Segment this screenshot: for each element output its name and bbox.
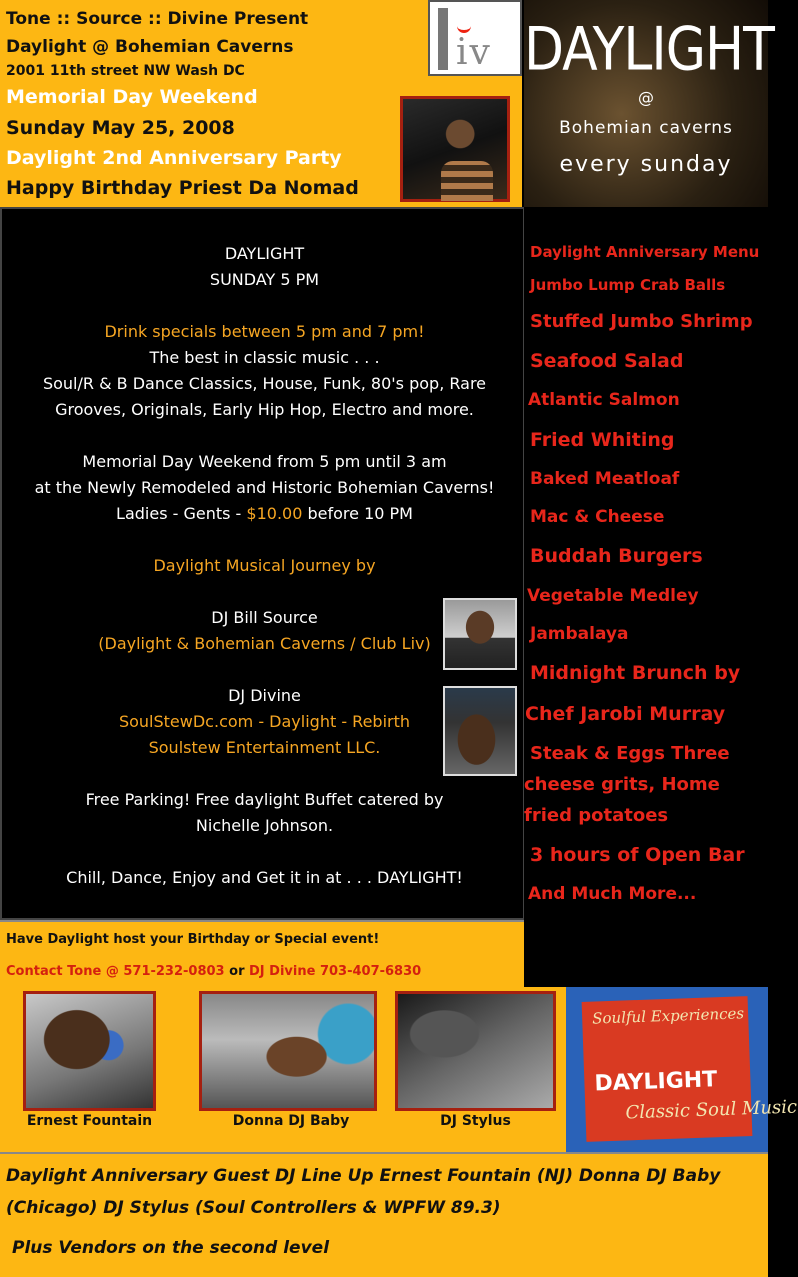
host-event-line: Have Daylight host your Birthday or Special event! [6,932,380,947]
dj-divine-name: DJ Divine [228,686,301,705]
parking-line-1: Free Parking! Free daylight Buffet catered by [85,790,444,809]
menu-item: And Much More... [528,884,697,904]
performer-photo [400,96,510,202]
contact-or: or [224,964,250,979]
liv-logo-bar [438,8,448,70]
lineup-line-1: Daylight Anniversary Guest DJ Line Up Ernest Fountain (NJ) Donna DJ Baby [6,1166,721,1186]
venue-remodeled: at the Newly Remodeled and Historic Bohemian Caverns! [34,478,495,497]
menu-item: 3 hours of Open Bar [530,844,745,866]
address-line: 2001 11th street NW Wash DC [6,63,245,79]
banner-at: @ [638,88,654,107]
event-venue-line: Daylight @ Bohemian Caverns [6,37,294,57]
menu-item: Vegetable Medley [527,586,699,606]
menu-item: Stuffed Jumbo Shrimp [530,311,753,332]
menu-item: Daylight Anniversary Menu [530,243,760,261]
anniversary-menu [524,207,768,987]
guest-name: Donna DJ Baby [232,1113,350,1129]
admission-suffix: before 10 PM [302,504,413,523]
menu-item: Buddah Burgers [530,545,703,567]
menu-item: Atlantic Salmon [528,390,680,410]
menu-item: Fried Whiting [530,429,675,451]
weekend-hours: Memorial Day Weekend from 5 pm until 3 am [82,452,447,471]
contact-panel [0,920,524,987]
closing-line: Chill, Dance, Enjoy and Get it in at . . . DAYLIGHT! [66,868,463,887]
music-line-3: Grooves, Originals, Early Hip Hop, Electro and more. [55,400,474,419]
dj-bill-affiliation: (Daylight & Bohemian Caverns / Club Liv) [98,634,431,653]
admission-prefix: Ladies - Gents - [116,504,247,523]
dj-bill-source-photo [443,598,517,670]
admission-price: $10.00 [246,504,303,523]
menu-item: Jambalaya [530,624,629,644]
donna-dj-baby-photo [199,991,377,1111]
lineup-line-2: (Chicago) DJ Stylus (Soul Controllers & WPFW 89.3) [6,1198,501,1218]
guest-lineup-footer [0,1152,768,1277]
details-title: DAYLIGHT [224,244,305,263]
presenters-line: Tone :: Source :: Divine Present [6,9,309,29]
liv-logo-text: iv [456,32,492,73]
dj-bill-name: DJ Bill Source [211,608,318,627]
music-line-2: Soul/R & B Dance Classics, House, Funk, 80's pop, Rare [42,374,487,393]
guest-name: DJ Stylus [440,1113,511,1129]
menu-item: Jumbo Lump Crab Balls [530,276,726,294]
menu-item: Midnight Brunch by [530,662,741,684]
vendors-line: Plus Vendors on the second level [12,1238,330,1258]
daylight-album-cover [566,987,798,1152]
album-title: DAYLIGHT [594,1067,718,1097]
menu-item: Steak & Eggs Three [530,743,730,764]
menu-item: Chef Jarobi Murray [525,703,726,725]
birthday-line: Happy Birthday Priest Da Nomad [6,177,359,199]
anniversary-line: Daylight 2nd Anniversary Party [6,147,342,169]
admission-line [2,501,527,527]
weekend-line: Memorial Day Weekend [6,86,258,108]
drink-specials: Drink specials between 5 pm and 7 pm! [104,322,425,341]
date-line: Sunday May 25, 2008 [6,117,235,139]
contact-divine-phone: DJ Divine 703-407-6830 [249,964,422,979]
club-liv-logo [428,0,522,76]
daylight-banner [524,0,774,207]
parking-line-2: Nichelle Johnson. [195,816,334,835]
event-details-panel [0,207,525,920]
banner-schedule: every sunday [559,152,733,177]
ernest-fountain-photo [23,991,156,1111]
album-artwork [582,996,798,1142]
musical-journey: Daylight Musical Journey by [153,556,376,575]
menu-item: Seafood Salad [530,350,684,372]
dj-stylus-photo [395,991,556,1111]
menu-item: cheese grits, Home [524,774,720,795]
details-time: SUNDAY 5 PM [209,270,320,289]
performer-shirt [441,161,493,201]
dj-divine-affiliation-2: Soulstew Entertainment LLC. [148,738,381,757]
contact-tone-phone: Contact Tone @ 571-232-0803 [6,964,225,979]
album-tagline: Classic Soul Music [625,1096,798,1124]
dj-divine-photo [443,686,517,776]
menu-item: Baked Meatloaf [530,469,680,489]
guest-name: Ernest Fountain [26,1113,153,1129]
menu-item: fried potatoes [524,805,669,826]
contact-line [6,964,421,979]
album-subtitle: Soulful Experiences [591,1004,745,1028]
menu-item: Mac & Cheese [530,507,665,527]
banner-title: DAYLIGHT [524,15,774,85]
dj-divine-affiliation-1: SoulStewDc.com - Daylight - Rebirth [118,712,411,731]
banner-venue: Bohemian caverns [559,118,733,138]
music-line-1: The best in classic music . . . [149,348,380,367]
